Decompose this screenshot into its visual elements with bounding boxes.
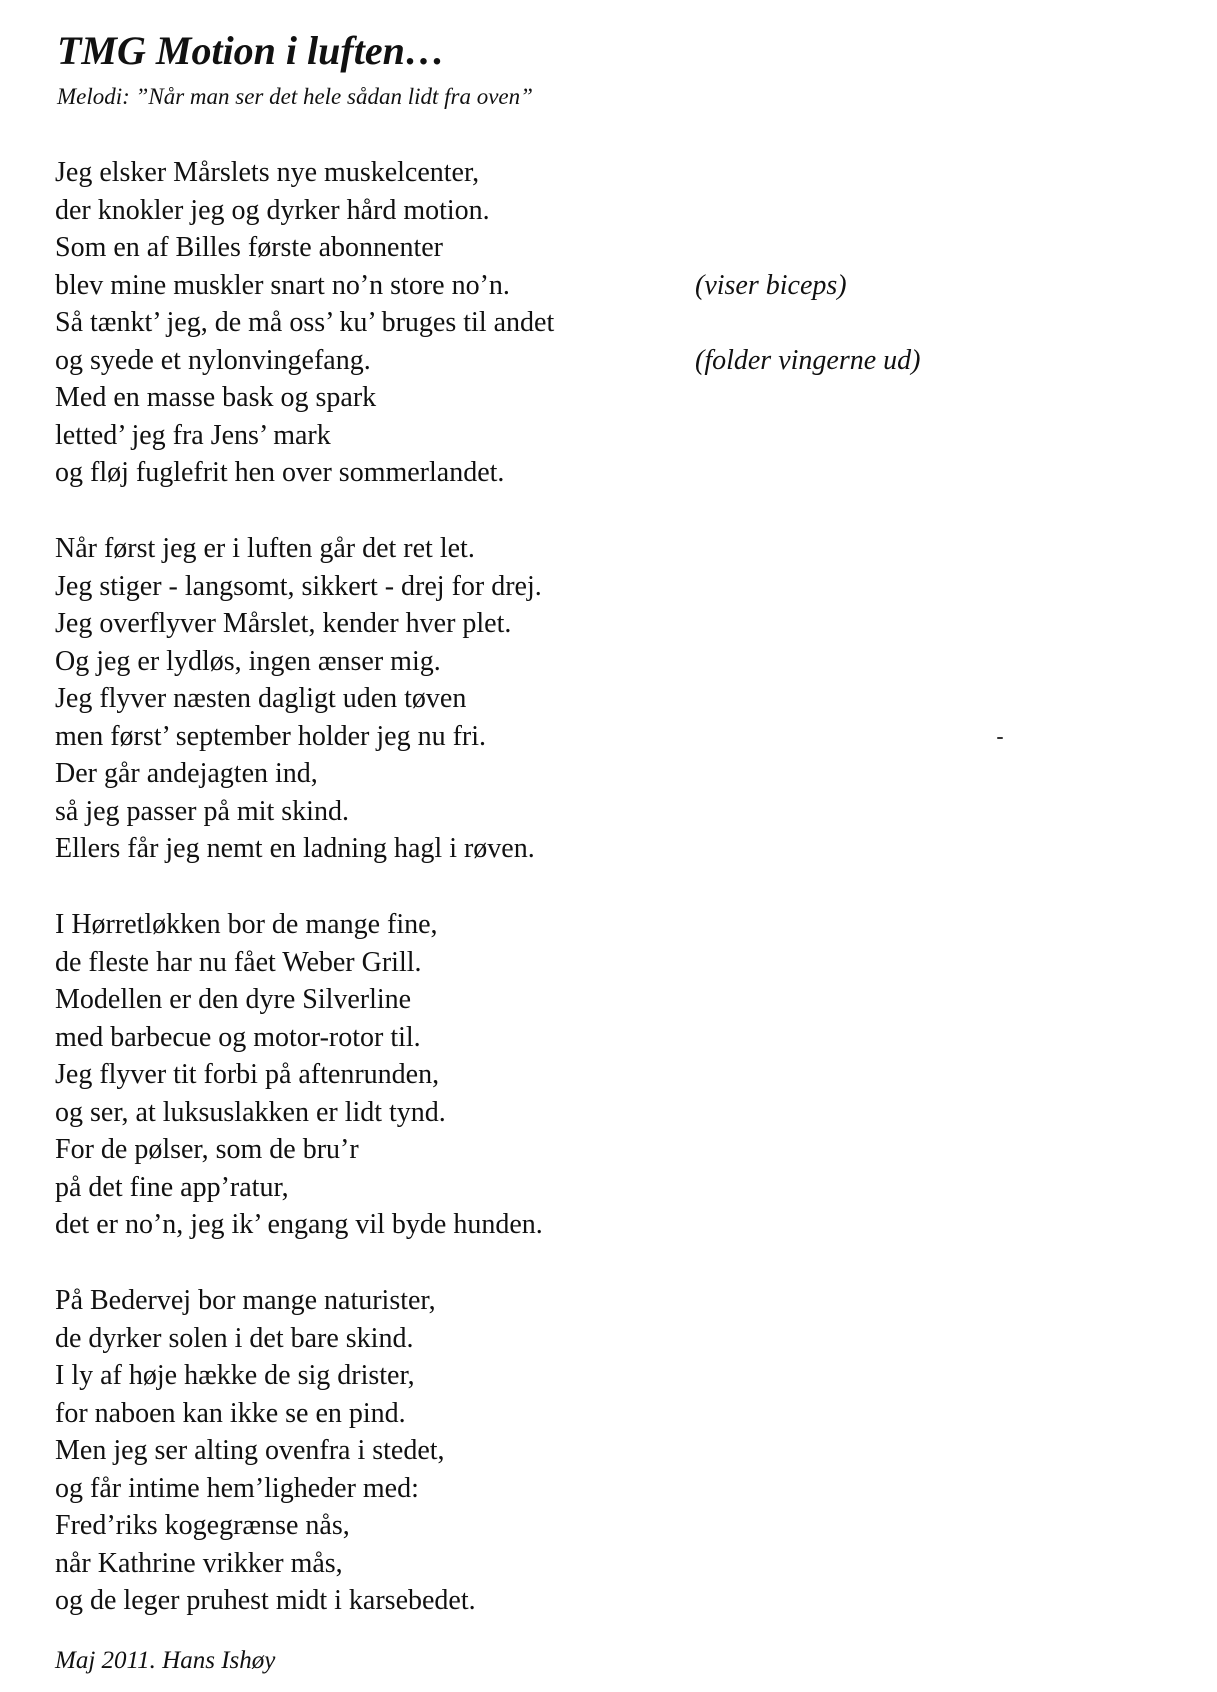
verse-text: det er no’n, jeg ik’ engang vil byde hunden. bbox=[55, 1209, 543, 1240]
verse-line bbox=[55, 981, 1175, 1019]
verse-text: Jeg overflyver Mårslet, kender hver plet. bbox=[55, 608, 512, 639]
verse-text: Ellers får jeg nemt en ladning hagl i røven. bbox=[55, 833, 535, 864]
verse-line bbox=[55, 304, 1175, 342]
melody-subtitle: Melodi: ”Når man ser det hele sådan lidt fra oven” bbox=[57, 84, 533, 109]
verse-text: I ly af høje hække de sig drister, bbox=[55, 1360, 415, 1391]
verse-text: I Hørretløkken bor de mange fine, bbox=[55, 909, 438, 940]
signature-line: Maj 2011. Hans Ishøy bbox=[55, 1647, 276, 1674]
song-title: TMG Motion i luften… bbox=[57, 28, 445, 73]
stage-direction: (viser biceps) bbox=[695, 269, 847, 301]
stage-direction: (folder vingerne ud) bbox=[695, 344, 921, 376]
verse-line bbox=[55, 379, 1175, 417]
verse-line bbox=[55, 454, 1175, 492]
verse-text: Jeg elsker Mårslets nye muskelcenter, bbox=[55, 157, 480, 188]
verse-text: så jeg passer på mit skind. bbox=[55, 795, 349, 827]
verse-line bbox=[55, 1507, 1175, 1545]
stanza-1 bbox=[55, 154, 1175, 492]
verse-text: Men jeg ser alting ovenfra i stedet, bbox=[55, 1435, 445, 1466]
verse-line bbox=[55, 1094, 1175, 1132]
verse-line bbox=[55, 830, 1175, 868]
verse-line bbox=[55, 342, 1175, 380]
verse-line bbox=[55, 680, 1175, 718]
verse-text: For de pølser, som de bru’r bbox=[55, 1134, 359, 1165]
verse-line bbox=[55, 1131, 1175, 1169]
stanza-4 bbox=[55, 1282, 1175, 1620]
verse-text: Og jeg er lydløs, ingen ænser mig. bbox=[55, 645, 441, 677]
verse-text: Fred’riks kogegrænse nås, bbox=[55, 1510, 350, 1541]
verse-text: for naboen kan ikke se en pind. bbox=[55, 1397, 406, 1429]
verse-line bbox=[55, 755, 1175, 793]
stanza-2 bbox=[55, 530, 1175, 868]
stanza-3 bbox=[55, 906, 1175, 1244]
verse-text: på det fine app’ratur, bbox=[55, 1171, 289, 1203]
verse-text: de fleste har nu fået Weber Grill. bbox=[55, 946, 422, 978]
verse-text: Så tænkt’ jeg, de må oss’ ku’ bruges til andet bbox=[55, 307, 555, 338]
verse-line bbox=[55, 643, 1175, 681]
verse-line bbox=[55, 1470, 1175, 1508]
verse-line bbox=[55, 1357, 1175, 1395]
verse-line bbox=[55, 793, 1175, 831]
scan-speck bbox=[997, 737, 1003, 739]
verse-line bbox=[55, 154, 1175, 192]
verse-line bbox=[55, 605, 1175, 643]
verse-text: der knokler jeg og dyrker hård motion. bbox=[55, 194, 490, 226]
verse-text: og de leger pruhest midt i karsebedet. bbox=[55, 1585, 476, 1616]
verse-text: Som en af Billes første abonnenter bbox=[55, 232, 444, 263]
verse-line bbox=[55, 906, 1175, 944]
verse-line bbox=[55, 1582, 1175, 1620]
verse-text: og fløj fuglefrit hen over sommerlandet. bbox=[55, 457, 505, 488]
verse-text: blev mine muskler snart no’n store no’n. bbox=[55, 269, 510, 301]
verse-line bbox=[55, 1432, 1175, 1470]
verse-text: Jeg flyver tit forbi på aftenrunden, bbox=[55, 1059, 440, 1090]
verse-text: og får intime hem’ligheder med: bbox=[55, 1472, 419, 1504]
verse-line bbox=[55, 944, 1175, 982]
verse-line bbox=[55, 718, 1175, 756]
verse-line bbox=[55, 530, 1175, 568]
verse-text: letted’ jeg fra Jens’ mark bbox=[55, 419, 331, 451]
verse-line bbox=[55, 267, 1175, 305]
verse-text: og ser, at luksuslakken er lidt tynd. bbox=[55, 1096, 446, 1128]
verse-line bbox=[55, 568, 1175, 606]
verse-text: de dyrker solen i det bare skind. bbox=[55, 1322, 414, 1354]
verse-text: Der går andejagten ind, bbox=[55, 758, 318, 789]
verse-text: men først’ september holder jeg nu fri. bbox=[55, 720, 487, 752]
verse-text: Jeg stiger - langsomt, sikkert - drej for drej. bbox=[55, 570, 542, 602]
verse-text: Modellen er den dyre Silverline bbox=[55, 984, 412, 1015]
verse-line bbox=[55, 1545, 1175, 1583]
verse-line bbox=[55, 192, 1175, 230]
verse-line bbox=[55, 1056, 1175, 1094]
verse-line bbox=[55, 1206, 1175, 1244]
verse-line bbox=[55, 1395, 1175, 1433]
verse-text: når Kathrine vrikker mås, bbox=[55, 1547, 343, 1579]
verse-line bbox=[55, 1320, 1175, 1358]
verse-line bbox=[55, 1019, 1175, 1057]
verse-line bbox=[55, 417, 1175, 455]
verse-text: Med en masse bask og spark bbox=[55, 382, 377, 413]
verse-text: På Bedervej bor mange naturister, bbox=[55, 1285, 436, 1316]
verse-text: Når først jeg er i luften går det ret let. bbox=[55, 533, 475, 564]
verse-line bbox=[55, 1169, 1175, 1207]
verse-text: og syede et nylonvingefang. bbox=[55, 344, 371, 376]
verse-text: med barbecue og motor-rotor til. bbox=[55, 1021, 421, 1053]
verse-line bbox=[55, 1282, 1175, 1320]
verse-line bbox=[55, 229, 1175, 267]
verse-text: Jeg flyver næsten dagligt uden tøven bbox=[55, 683, 467, 714]
